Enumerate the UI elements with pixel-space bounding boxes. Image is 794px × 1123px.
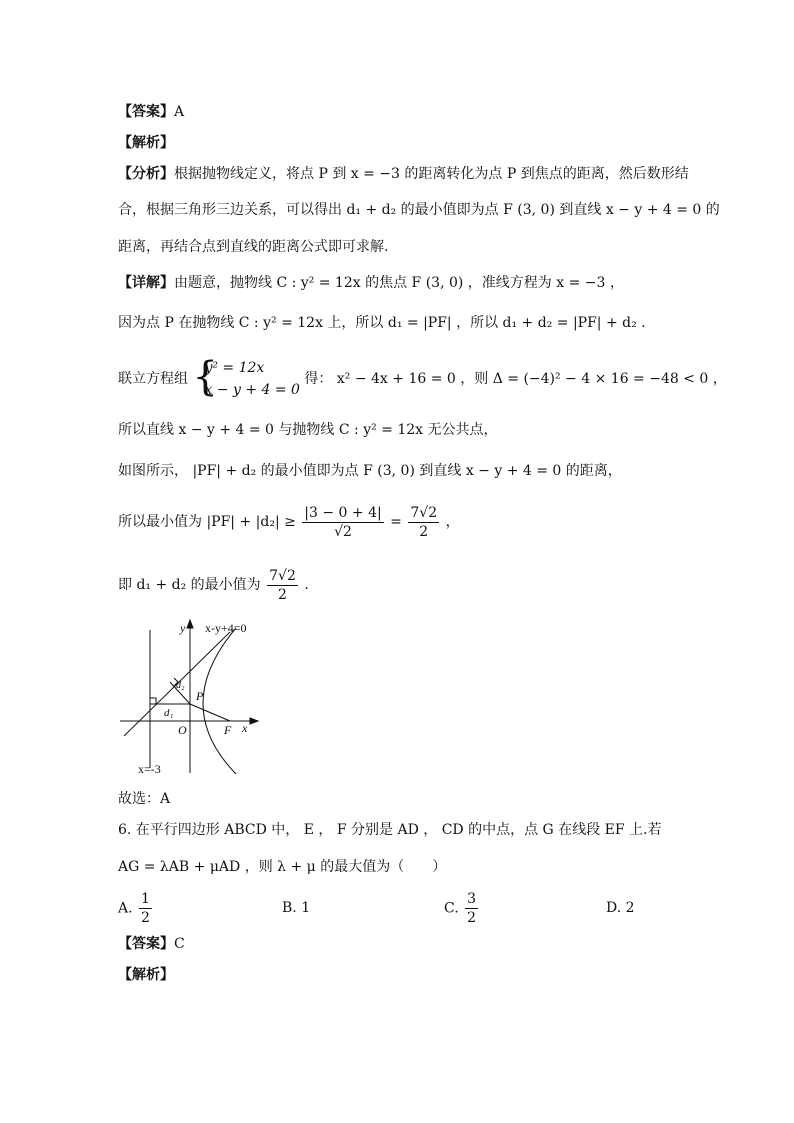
q5-min-frac1-num: |3 − 0 + 4| xyxy=(304,504,382,521)
q5-final-frac-den: 2 xyxy=(278,586,287,603)
q6-option-c-frac xyxy=(465,890,478,927)
q5-min-suffix: ， xyxy=(445,514,460,530)
q6-stem-line1: 6. 在平行四边形 ABCD 中， E ， F 分别是 AD ， CD 的中点，点 G 在线段 EF 上.若 xyxy=(118,822,662,838)
q5-min-frac1 xyxy=(302,504,383,541)
q6-answer-line xyxy=(118,934,185,954)
q5-fenxi-line2: 合，根据三角形三边关系，可以得出 d₁ + d₂ 的最小值即为点 F (3, 0) 到直线 x − y + 4 = 0 的 xyxy=(118,202,720,218)
q6-option-a-label: A. xyxy=(118,900,133,917)
parabola-figure xyxy=(118,618,268,778)
fig-label-d2: d₂ xyxy=(176,680,185,691)
q6-answer-value: C xyxy=(174,936,185,952)
fig-label-directrix: x=-3 xyxy=(138,762,161,776)
q6-option-c[interactable] xyxy=(444,890,480,927)
q5-analysis-tag: 【解析】 xyxy=(118,135,174,151)
fig-label-p: P xyxy=(196,689,204,703)
fig-label-line: x-y+4=0 xyxy=(205,621,247,635)
q5-detail-line1 xyxy=(118,273,624,293)
q5-answer-line xyxy=(118,102,184,122)
q5-system-line xyxy=(118,354,727,401)
q5-choose: 故选：A xyxy=(118,791,171,807)
pf-segment xyxy=(190,704,230,721)
q5-min-frac2-den: 2 xyxy=(419,523,429,540)
q5-min-frac2-num: 7√2 xyxy=(410,504,438,521)
right-angle-mark-1 xyxy=(150,698,156,704)
q6-analysis-tag: 【解析】 xyxy=(118,967,174,983)
fig-label-d1: d₁ xyxy=(164,707,174,719)
q6-option-d[interactable]: D. 2 xyxy=(606,900,635,916)
q5-fenxi-tag: 【分析】 xyxy=(118,166,174,182)
q5-min-frac1-den: √2 xyxy=(334,523,352,540)
q5-detail-line2: 因为点 P 在抛物线 C : y² = 12x 上，所以 d₁ = |PF| ，所以 d₁ + d₂ = |PF| + d₂ . xyxy=(118,315,646,331)
q6-answer-tag: 【答案】 xyxy=(118,936,174,952)
q5-min-frac2 xyxy=(408,504,439,541)
q5-answer-value: A xyxy=(174,104,185,120)
x-axis-arrow xyxy=(250,718,258,724)
q5-detail-line5: 如图所示， |PF| + d₂ 的最小值即为点 F (3, 0) 到直线 x − y + 4 = 0 的距离， xyxy=(118,463,622,479)
q5-fenxi-text1: 根据抛物线定义，将点 P 到 x = −3 的距离转化为点 P 到焦点的距离，然后数形结 xyxy=(174,166,689,182)
q5-fenxi-line3: 距离，再结合点到直线的距离公式即可求解. xyxy=(118,239,389,255)
q5-final-suffix: . xyxy=(304,577,309,593)
q6-option-c-den: 2 xyxy=(467,910,477,926)
q5-system-eq2: x − y + 4 = 0 xyxy=(204,382,300,398)
q5-min-line xyxy=(118,500,460,544)
q5-min-prefix: 所以最小值为 |PF| + |d₂| ≥ xyxy=(118,514,296,530)
fig-label-x: x xyxy=(242,721,248,735)
y-axis-arrow xyxy=(187,620,193,628)
q5-final-line xyxy=(118,563,309,607)
q5-detail-tag: 【详解】 xyxy=(118,275,174,291)
q6-option-b[interactable]: B. 1 xyxy=(282,900,311,916)
q5-detail-text1: 由题意，抛物线 C : y² = 12x 的焦点 F (3, 0) ，准线方程为 x = −3 ， xyxy=(174,275,624,291)
q5-system-eq1: y² = 12x xyxy=(204,360,265,376)
q6-option-a-num: 1 xyxy=(141,891,150,907)
fig-label-y: y xyxy=(180,621,186,635)
brace-symbol: { xyxy=(192,354,218,400)
fig-label-o: O xyxy=(178,723,187,737)
q5-system-suffix: 得： x² − 4x + 16 = 0 ，则 Δ = (−4)² − 4 × 16 = −48 < 0 ， xyxy=(304,371,727,387)
q5-detail-line4: 所以直线 x − y + 4 = 0 与抛物线 C : y² = 12x 无公共点， xyxy=(118,422,498,438)
q6-option-a-den: 2 xyxy=(141,910,150,926)
q6-option-a-frac xyxy=(139,890,152,927)
q6-stem-line2: AG = λAB + μAD ，则 λ + μ 的最大值为（ ） xyxy=(118,859,447,875)
q5-system-prefix: 联立方程组 xyxy=(118,371,188,387)
q5-final-frac xyxy=(267,567,298,604)
q6-option-c-label: C. xyxy=(444,900,459,917)
q6-option-a[interactable] xyxy=(118,890,154,927)
q5-min-eq: = xyxy=(390,514,402,530)
q5-final-frac-num: 7√2 xyxy=(269,567,296,584)
parabola-curve xyxy=(203,628,236,774)
q5-fenxi-line1 xyxy=(118,164,689,184)
q5-answer-tag: 【答案】 xyxy=(118,104,174,120)
q6-option-c-num: 3 xyxy=(467,891,477,907)
q5-equation-system xyxy=(192,354,300,401)
fig-label-f: F xyxy=(224,723,232,737)
q5-final-prefix: 即 d₁ + d₂ 的最小值为 xyxy=(118,577,261,593)
